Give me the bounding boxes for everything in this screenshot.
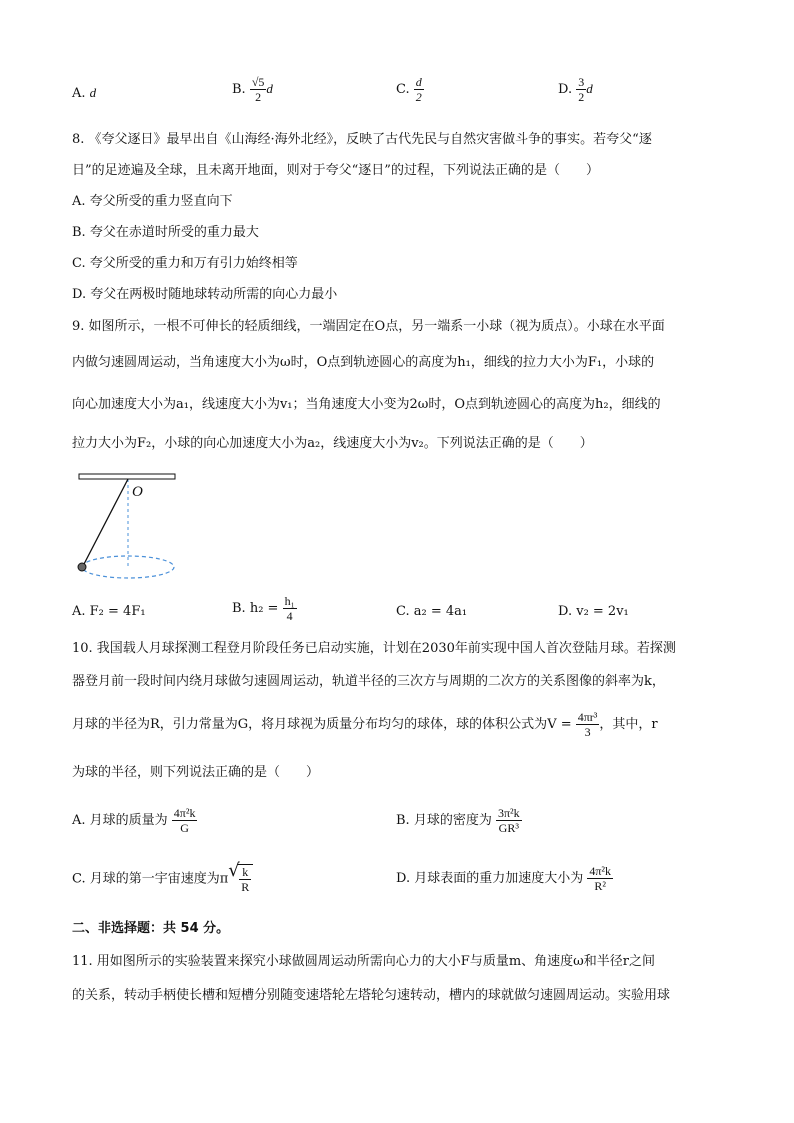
q7-option-b: B. $\frac{√5}{2}$ d	[232, 75, 273, 104]
q8-stem-line1: 8. 《夸父逐日》最早出自《山海经·海外北经》，反映了古代先民与自然灾害做斗争的事实。若夸父“逐	[72, 132, 652, 147]
q10-stem-line1: 10. 我国载人月球探测工程登月阶段任务已启动实施，计划在2030年前实现中国人首次登陆月球。若探测	[72, 641, 676, 656]
q9-stem-line3: 向心加速度大小为a₁，线速度大小为v₁；当角速度大小变为2ω时，O点到轨迹圆心的高度为h₂，细线的	[72, 397, 661, 412]
string	[83, 479, 128, 566]
q9-option-b: B. h₂ = $\frac{\text{h₁}}{4}$	[232, 594, 295, 623]
q7-option-a: A. d	[72, 85, 97, 101]
q10-option-a: A. 月球的质量为 $\frac{\text{4π²k}}{G}$	[72, 806, 196, 835]
q10-stem-line3: 月球的半径为R，引力常量为G，将月球视为质量分布均匀的球体，球的体积公式为V = $\frac{\text{4πr³}}{3}$ ，其中，r	[72, 710, 658, 739]
q10-option-b: B. 月球的密度为 $\frac{\text{3π²k}}{\text{GR³}}$	[396, 806, 520, 835]
q9-stem-line2: 内做匀速圆周运动，当角速度大小为ω时，O点到轨迹圆心的高度为h₁，细线的拉力大小为F₁，小球的	[72, 355, 655, 370]
q11-stem-line1: 11. 用如图所示的实验装置来探究小球做圆周运动所需向心力的大小F与质量m、角速度ω和半径r之间	[72, 954, 655, 969]
ball	[78, 563, 86, 571]
q7-option-c: C. $\frac{d}{2}$	[396, 75, 422, 104]
q10-option-d: D. 月球表面的重力加速度大小为 $\frac{\text{4π²k}}{\text{R²}}$	[396, 864, 612, 893]
q9-option-a: A. F₂ = 4F₁	[72, 604, 146, 619]
section2-title: 二、非选择题：共 54 分。	[72, 921, 230, 936]
point-o-label: O	[132, 484, 143, 500]
q9-stem-line4: 拉力大小为F₂，小球的向心加速度大小为a₂，线速度大小为v₂。下列说法正确的是（ ）	[72, 436, 593, 451]
q8-stem-line2: 日”的足迹遍及全球，且未离开地面，则对于夸父“逐日”的过程，下列说法正确的是（ ）	[72, 163, 599, 178]
q8-option-c: C. 夸父所受的重力和万有引力始终相等	[72, 256, 298, 271]
q9-option-d: D. v₂ = 2v₁	[558, 604, 629, 619]
q11-stem-line2: 的关系，转动手柄使长槽和短槽分别随变速塔轮左塔轮匀速转动，槽内的球就做匀速圆周运动。实验用球	[72, 988, 671, 1003]
q8-option-d: D. 夸父在两极时随地球转动所需的向心力最小	[72, 287, 338, 302]
q9-option-c: C. a₂ = 4a₁	[396, 604, 468, 619]
q10-stem-line2: 器登月前一段时间内绕月球做匀速圆周运动，轨道半径的三次方与周期的二次方的关系图像的斜率为k，	[72, 674, 665, 689]
q10-stem-line4: 为球的半径，则下列说法正确的是（ ）	[72, 765, 320, 780]
q8-option-b: B. 夸父在赤道时所受的重力最大	[72, 225, 259, 240]
q8-option-a: A. 夸父所受的重力竖直向下	[72, 194, 233, 209]
conical-pendulum-figure	[74, 470, 184, 585]
q10-option-c: C. 月球的第一宇宙速度为π √ $\frac{k}{R}$	[72, 864, 253, 894]
ceiling-support	[79, 474, 175, 479]
q9-stem-line1: 9. 如图所示，一根不可伸长的轻质细线，一端固定在O点，另一端系一小球（视为质点）。小球在水平面	[72, 319, 665, 334]
q7-option-d: D. $\frac{3}{2}$ d	[558, 75, 593, 104]
